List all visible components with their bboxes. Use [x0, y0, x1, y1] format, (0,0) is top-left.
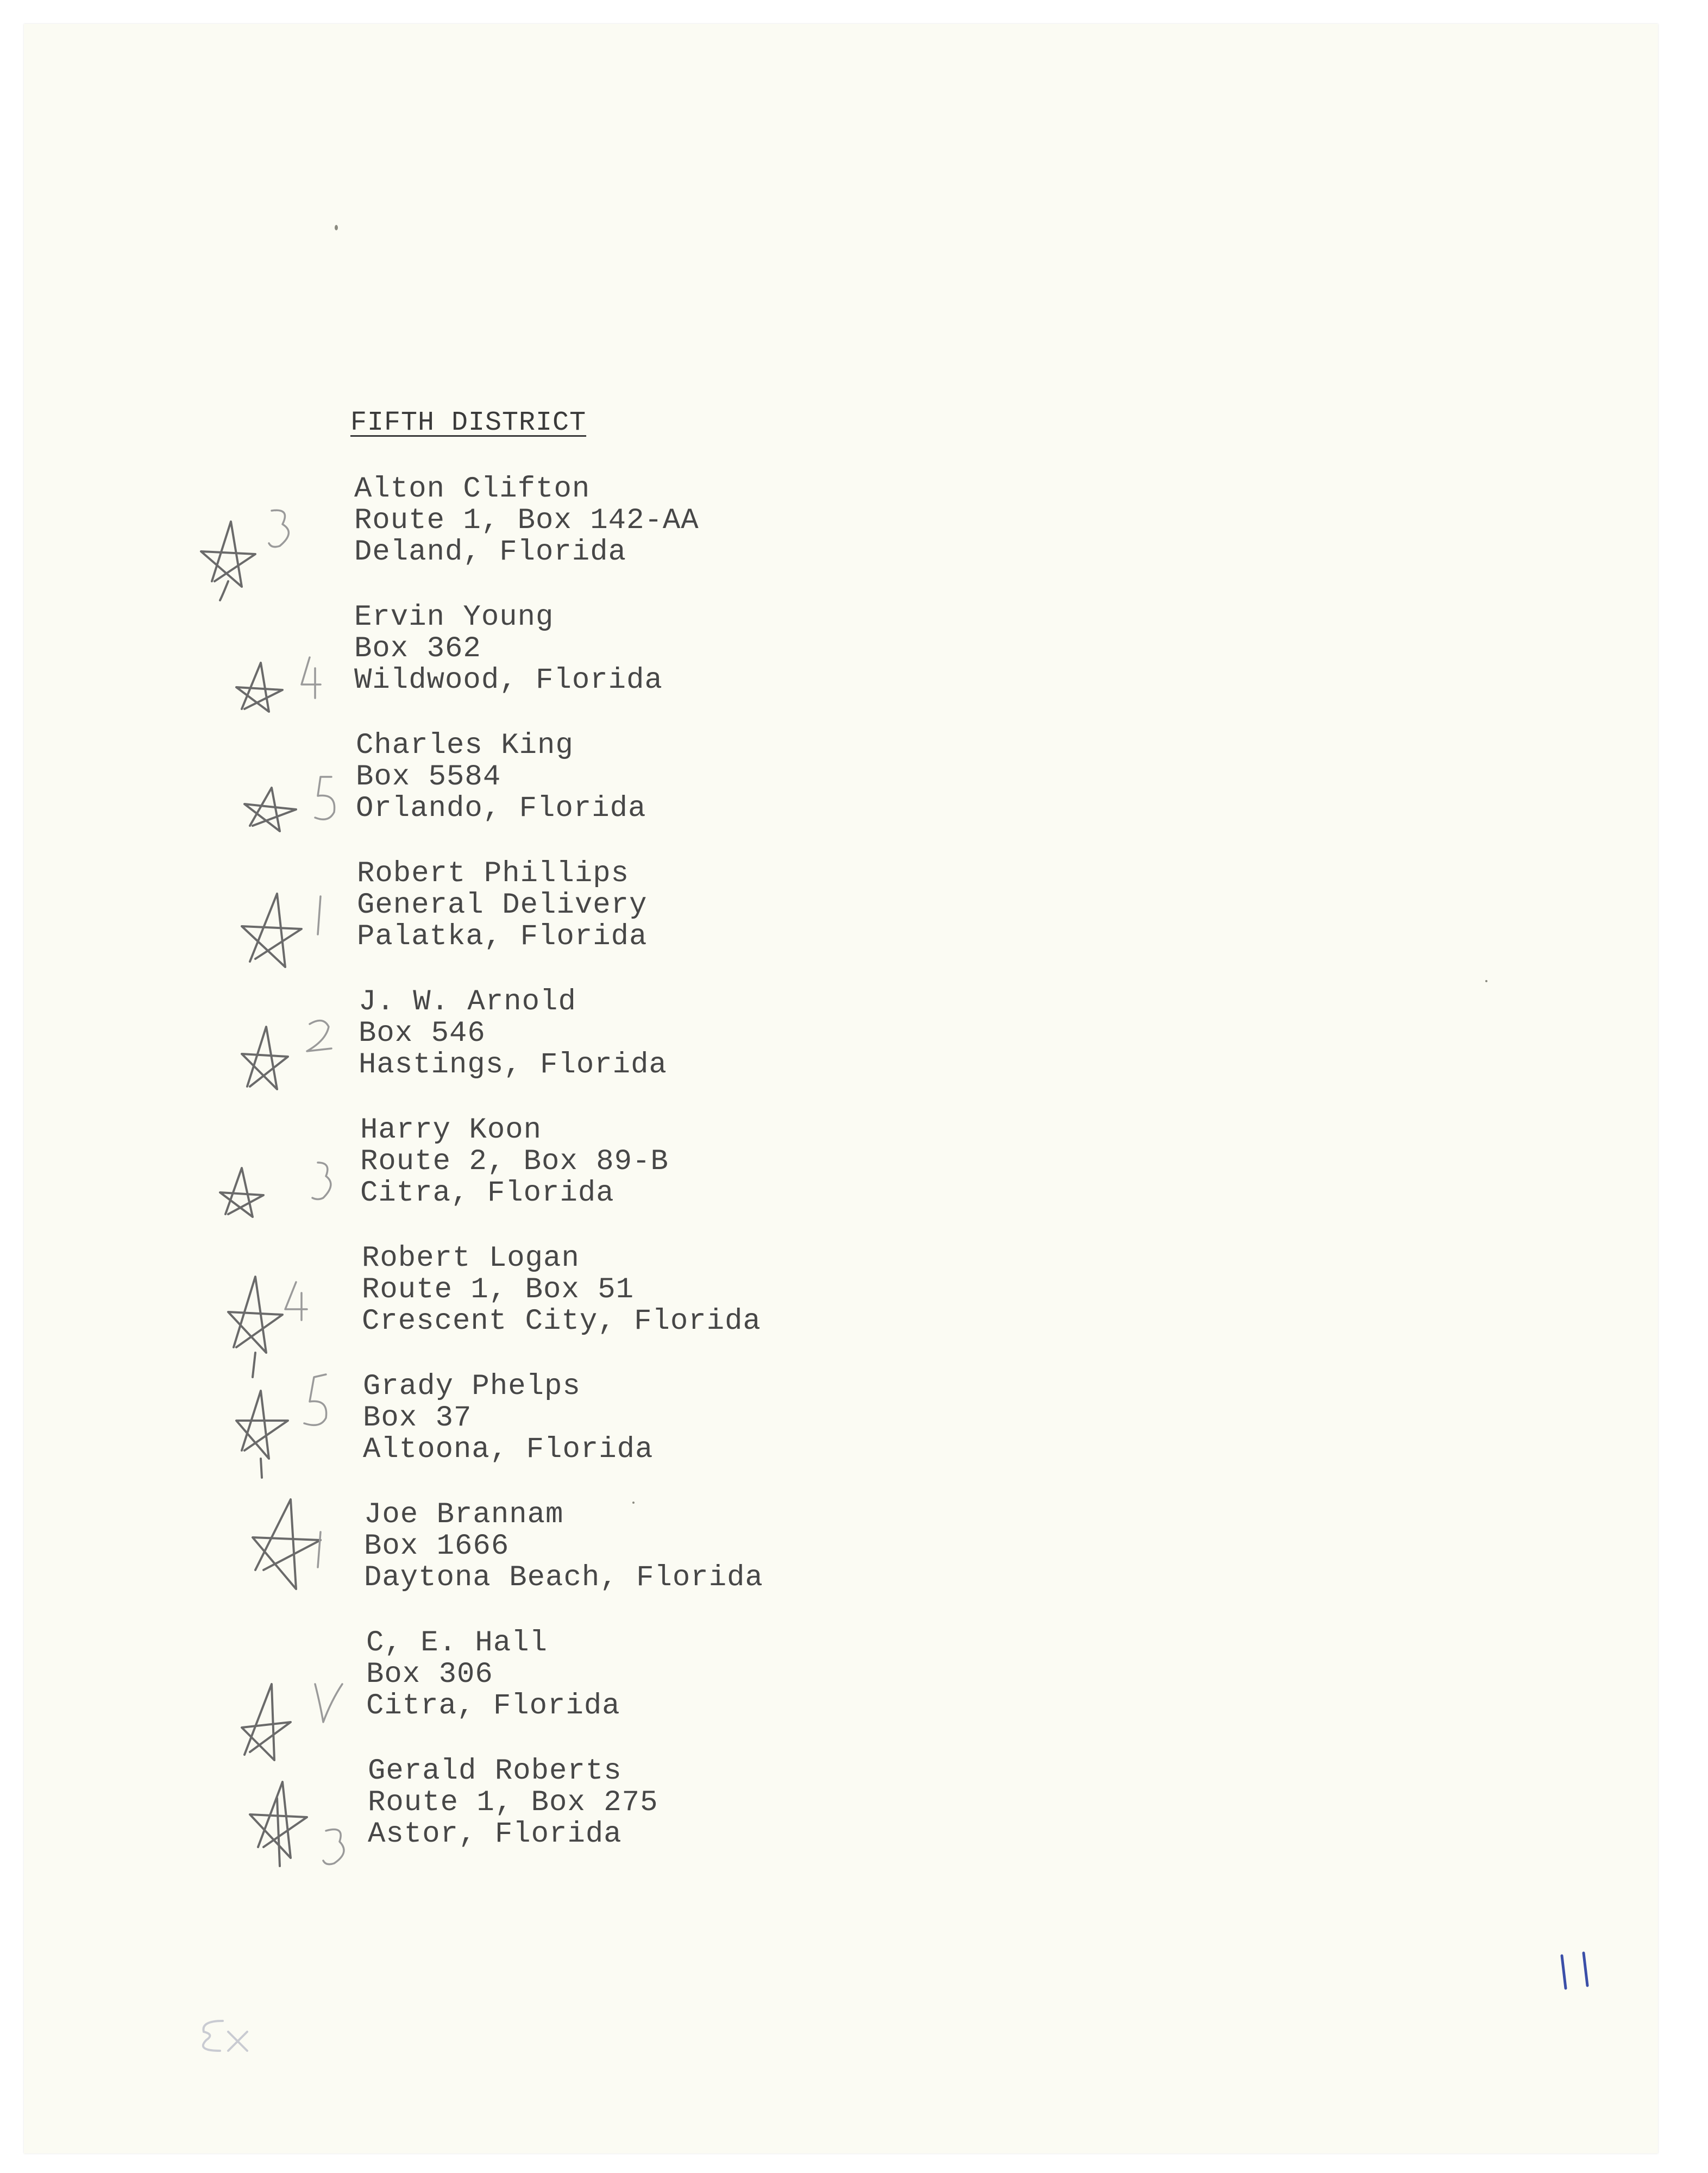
contact-city: Deland, Florida	[354, 536, 627, 569]
contact-city: Crescent City, Florida	[362, 1305, 761, 1338]
contact-name: Robert Logan	[362, 1242, 580, 1275]
contact-entry	[366, 1628, 1072, 1722]
contact-city: Altoona, Florida	[363, 1433, 654, 1466]
pencil-star-mark	[244, 1489, 353, 1608]
contact-address: Box 362	[354, 632, 481, 665]
contact-city: Daytona Beach, Florida	[364, 1561, 763, 1594]
contact-address: Box 546	[359, 1017, 486, 1050]
contact-name: Gerald Roberts	[368, 1755, 622, 1788]
pencil-star-mark	[234, 1662, 342, 1771]
faint-corner-note	[190, 2013, 255, 2062]
contact-address: Box 306	[366, 1658, 493, 1691]
contact-entry	[364, 1499, 1070, 1594]
contact-entry	[356, 730, 1062, 825]
contact-name: C, E. Hall	[366, 1626, 548, 1660]
contact-name: Alton Clifton	[354, 473, 591, 506]
contact-city: Astor, Florida	[368, 1818, 622, 1851]
paper-speck	[1485, 980, 1487, 982]
contact-address: Route 1, Box 51	[362, 1273, 635, 1307]
contact-entry	[357, 858, 1063, 953]
contact-city: Citra, Florida	[360, 1177, 614, 1210]
contact-name: Grady Phelps	[363, 1370, 581, 1403]
contact-name: Harry Koon	[360, 1114, 542, 1147]
contact-city: Palatka, Florida	[357, 920, 648, 953]
contact-address: Route 1, Box 275	[368, 1786, 658, 1819]
contact-address: General Delivery	[357, 889, 648, 922]
page-number-mark	[1554, 1948, 1603, 1996]
pencil-star-mark	[190, 500, 310, 608]
contact-entry	[363, 1371, 1069, 1466]
contact-name: J. W. Arnold	[359, 985, 576, 1019]
pencil-star-mark	[234, 880, 342, 972]
contact-city: Wildwood, Florida	[354, 664, 663, 697]
pencil-star-mark	[239, 766, 348, 842]
contact-address: Box 37	[363, 1402, 472, 1435]
contact-entry	[362, 1243, 1068, 1337]
contact-city: Citra, Florida	[366, 1690, 620, 1723]
page-heading: FIFTH DISTRICT	[350, 407, 587, 438]
contact-entry	[354, 602, 1060, 696]
contact-entry	[360, 1115, 1066, 1209]
pencil-star-mark	[228, 646, 337, 728]
contact-name: Joe Brannam	[364, 1498, 564, 1531]
contact-entry	[368, 1756, 1074, 1850]
pencil-star-mark	[215, 1152, 345, 1239]
contact-name: Charles King	[356, 729, 574, 762]
paper-speck	[335, 225, 338, 230]
contact-name: Ervin Young	[354, 601, 554, 634]
contact-name: Robert Phillips	[357, 857, 630, 890]
contact-city: Hastings, Florida	[359, 1048, 667, 1082]
pencil-star-mark	[220, 1260, 340, 1380]
contact-address: Box 1666	[364, 1530, 510, 1563]
contact-city: Orlando, Florida	[356, 792, 646, 825]
contact-address: Box 5584	[356, 761, 501, 794]
pencil-star-mark	[234, 1010, 342, 1097]
contact-entry	[359, 987, 1065, 1081]
contact-address: Route 1, Box 142-AA	[354, 504, 699, 537]
pencil-star-mark	[244, 1771, 353, 1874]
pencil-star-mark	[228, 1369, 337, 1478]
contact-entry	[354, 474, 1060, 568]
contact-address: Route 2, Box 89-B	[360, 1145, 669, 1178]
